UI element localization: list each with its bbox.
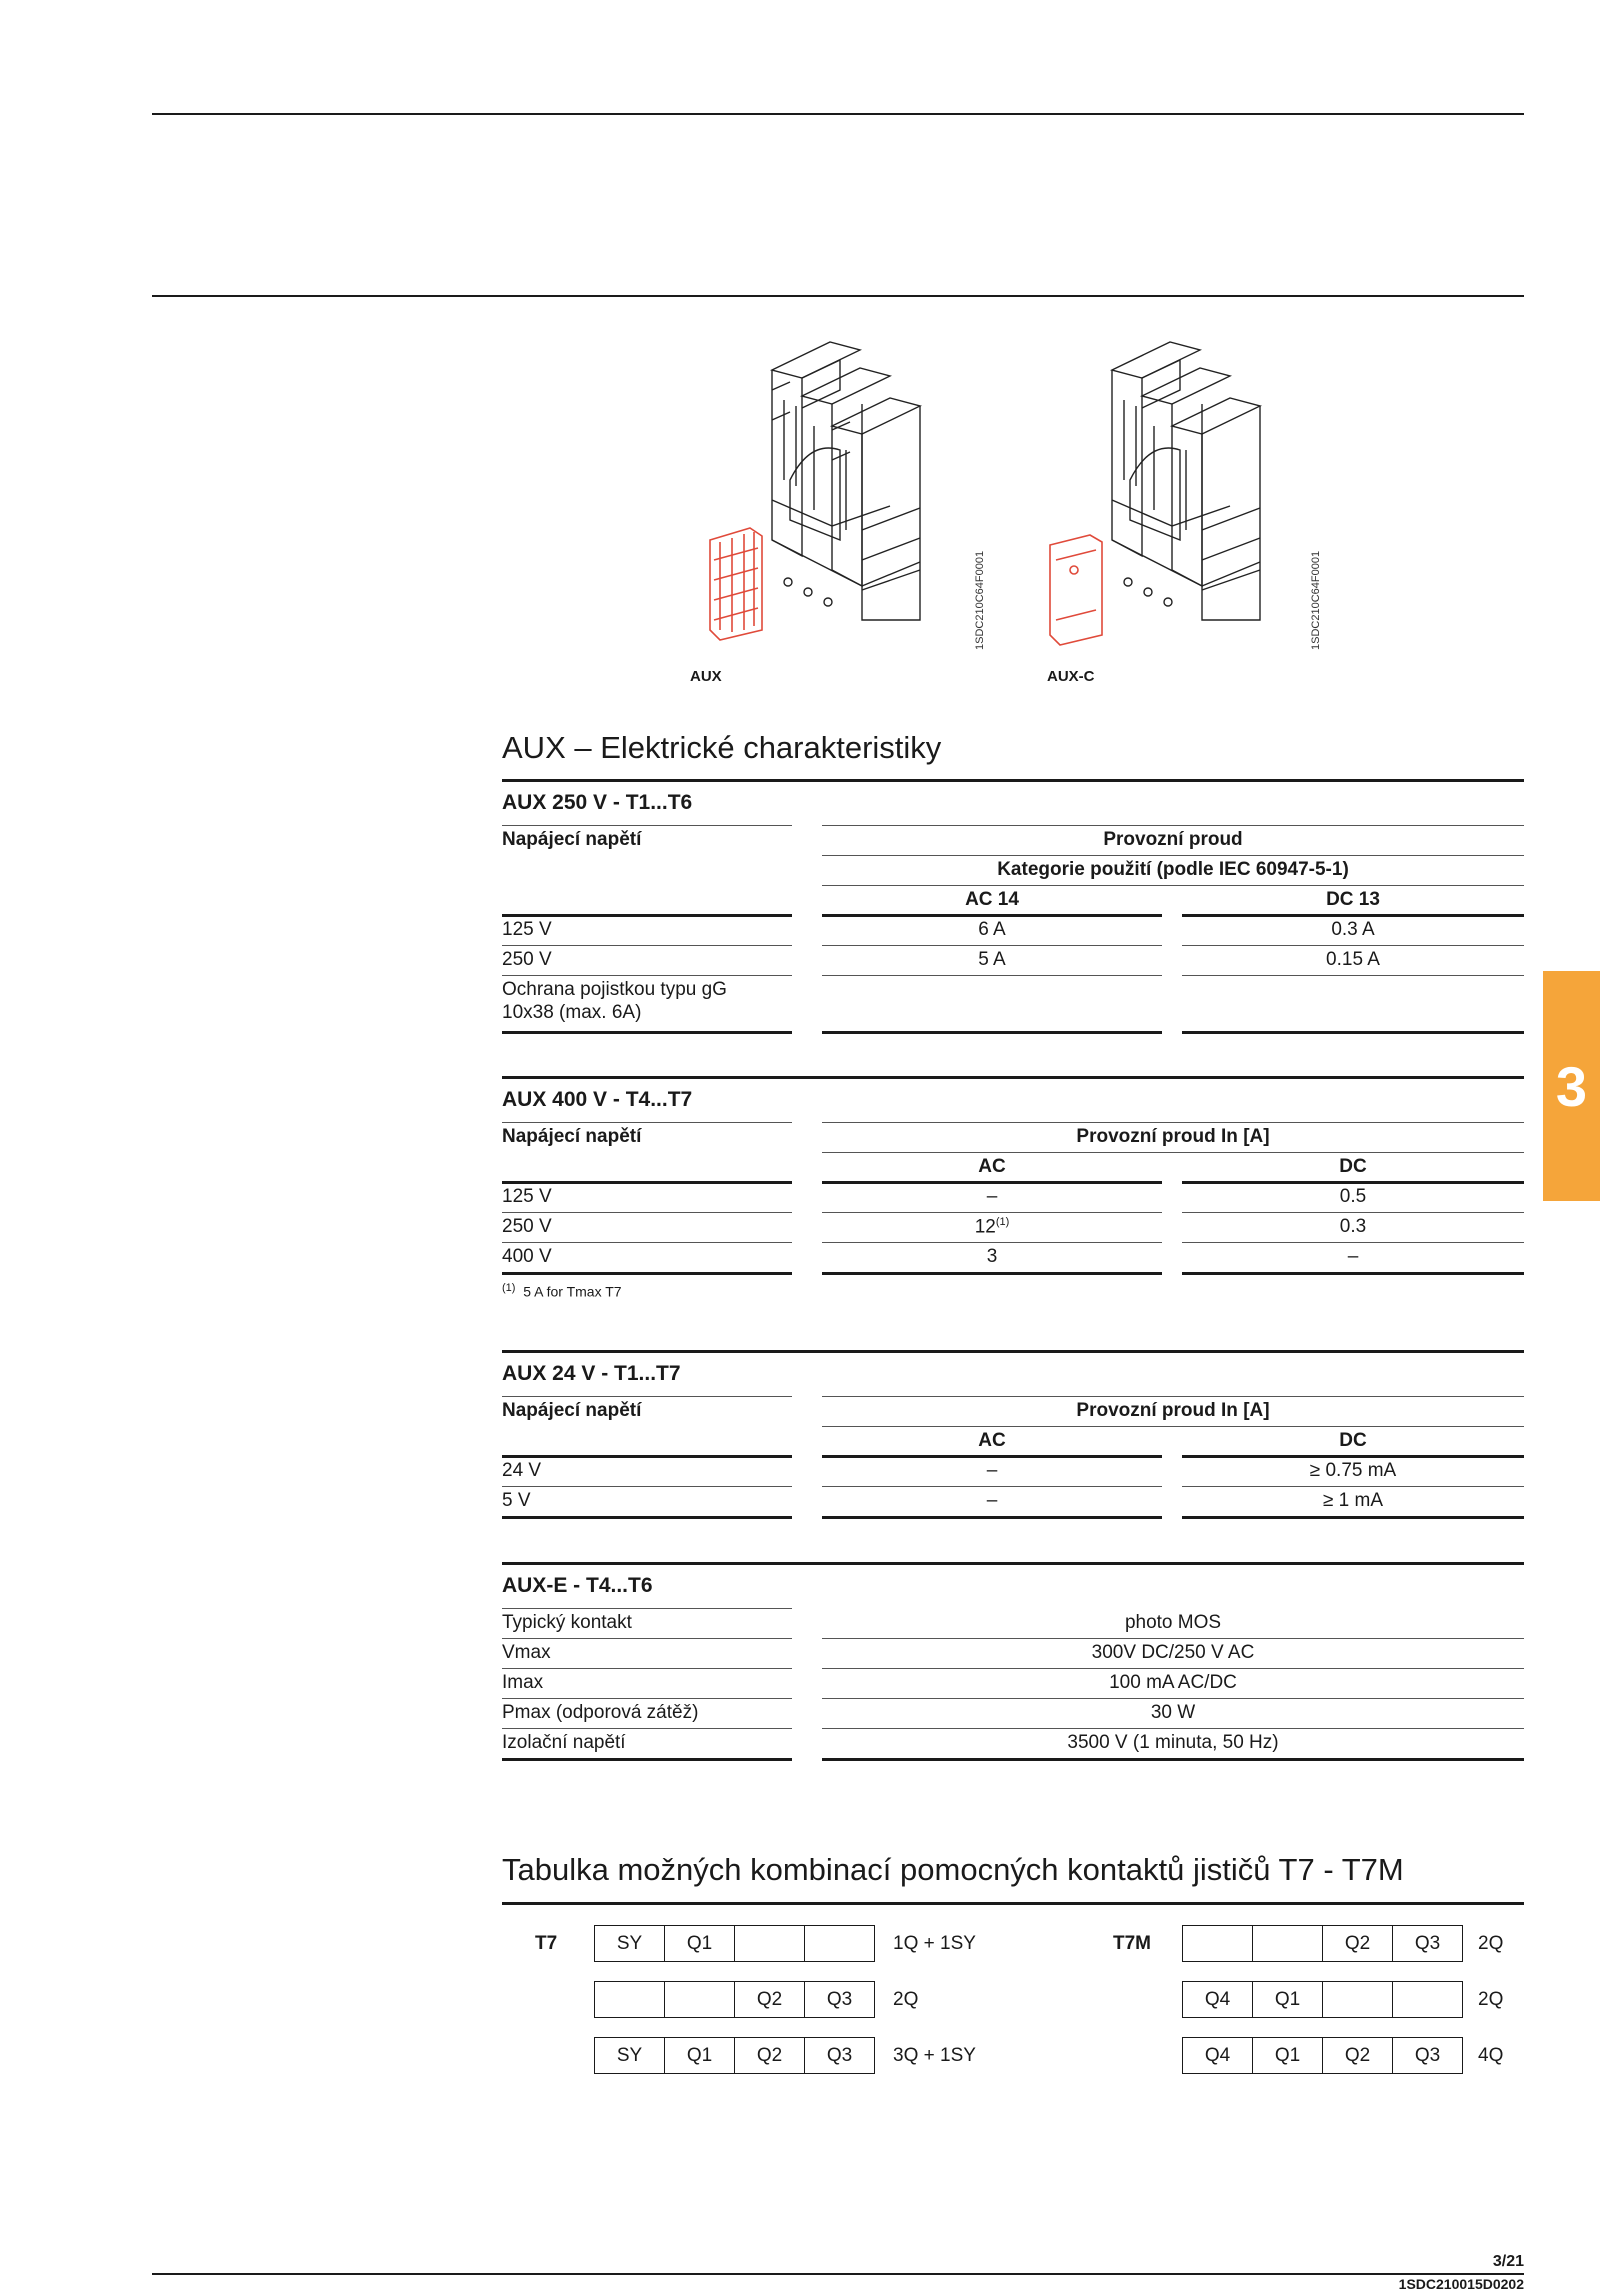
section-heading-electrical: AUX – Elektrické charakteristiky <box>502 730 942 765</box>
rule <box>822 975 1162 976</box>
row-ac: 5 A <box>978 949 1006 970</box>
rule <box>502 1212 792 1213</box>
rule <box>822 1242 1162 1243</box>
spec-label: Imax <box>502 1672 544 1693</box>
t7-label: T7 <box>535 1933 558 1954</box>
rule <box>1182 1242 1524 1243</box>
table-top-rule <box>502 1076 1524 1079</box>
col-voltage-header: Napájecí napětí <box>502 1126 642 1147</box>
footnote-text: 5 A for Tmax T7 <box>523 1283 622 1300</box>
t7-combo-row <box>594 2037 875 2074</box>
rule <box>822 1758 1524 1761</box>
fuse-protection-text: Ochrana pojistkou typu gG <box>502 979 727 1000</box>
rule <box>1182 975 1524 976</box>
table-top-rule <box>502 1350 1524 1353</box>
rule <box>822 855 1524 856</box>
fuse-protection-text-2: 10x38 (max. 6A) <box>502 1002 642 1023</box>
rule <box>822 1455 1162 1458</box>
combo-cell: Q2 <box>1322 2037 1393 2074</box>
heading-rule <box>502 1902 1524 1905</box>
chapter-tab[interactable]: 3 <box>1543 971 1600 1201</box>
document-code: 1SDC210015D0202 <box>1398 2276 1524 2292</box>
rule <box>502 1242 792 1243</box>
footnote-mark: (1) <box>995 1216 1010 1228</box>
aux-24-table <box>502 1350 1524 1530</box>
combo-cell: Q3 <box>804 1981 875 2018</box>
row-voltage: 250 V <box>502 1216 552 1237</box>
spec-label: Pmax (odporová zátěž) <box>502 1702 699 1723</box>
rule <box>502 1516 792 1519</box>
row-dc: ≥ 1 mA <box>1322 1490 1384 1511</box>
col-current-header: Provozní proud <box>1103 829 1243 850</box>
row-dc: 0.5 <box>1339 1186 1367 1207</box>
combo-cell <box>734 1925 805 1962</box>
combo-cell: Q4 <box>1182 2037 1253 2074</box>
row-ac: 6 A <box>978 919 1006 940</box>
rule <box>1182 914 1524 917</box>
row-voltage: 24 V <box>502 1460 542 1481</box>
rule <box>822 1122 1524 1123</box>
rule <box>502 1181 792 1184</box>
rule <box>822 1698 1524 1699</box>
rule <box>1182 1272 1524 1275</box>
rule <box>1182 945 1524 946</box>
combo-cell: Q3 <box>804 2037 875 2074</box>
combo-result: 3Q + 1SY <box>893 2045 976 2066</box>
rule <box>1182 1486 1524 1487</box>
combo-cell: Q3 <box>1392 2037 1463 2074</box>
combo-cell: Q1 <box>1252 1981 1323 2018</box>
combo-cell <box>1392 1981 1463 2018</box>
combo-cell <box>664 1981 735 2018</box>
col-dc-header: DC <box>1339 1430 1367 1451</box>
combo-cell: Q1 <box>664 1925 735 1962</box>
table-title: AUX 250 V - T1...T6 <box>502 791 693 814</box>
figure-label-aux: AUX <box>690 668 722 685</box>
rule <box>502 1668 792 1669</box>
row-ac: 3 <box>986 1246 998 1267</box>
col-ac-header: AC 14 <box>965 889 1019 910</box>
rule <box>502 1396 792 1397</box>
rule <box>502 825 792 826</box>
rule <box>502 1031 792 1034</box>
header-rule-bottom <box>152 295 1524 297</box>
aux-c-breaker-figure <box>1030 330 1340 650</box>
combo-result: 1Q + 1SY <box>893 1933 976 1954</box>
rule <box>822 1396 1524 1397</box>
col-current-header: Provozní proud In [A] <box>1076 1126 1270 1147</box>
col-category-header: Kategorie použití (podle IEC 60947-5-1) <box>997 859 1349 880</box>
combo-cell <box>1182 1925 1253 1962</box>
aux-e-table <box>502 1562 1524 1772</box>
row-voltage: 5 V <box>502 1490 531 1511</box>
combo-result: 2Q <box>893 1989 919 2010</box>
combo-result: 2Q <box>1478 1933 1504 1954</box>
row-voltage: 250 V <box>502 949 552 970</box>
table-top-rule <box>502 1562 1524 1565</box>
row-dc: 0.3 A <box>1331 919 1375 940</box>
t7-combo-row <box>594 1981 875 2018</box>
col-dc-header: DC <box>1339 1156 1367 1177</box>
combo-result: 4Q <box>1478 2045 1504 2066</box>
rule <box>822 1516 1162 1519</box>
combo-cell <box>1322 1981 1393 2018</box>
table-title: AUX 400 V - T4...T7 <box>502 1088 693 1111</box>
spec-label: Vmax <box>502 1642 551 1663</box>
row-ac: – <box>986 1460 998 1481</box>
page-number: 3/21 <box>1492 2253 1524 2270</box>
col-ac-header: AC <box>978 1156 1006 1177</box>
rule <box>502 1728 792 1729</box>
combo-cell <box>1252 1925 1323 1962</box>
section-heading-combinations: Tabulka možných kombinací pomocných kontaktů jističů T7 - T7M <box>502 1852 1404 1887</box>
header-rule-top <box>152 113 1524 115</box>
spec-value: 30 W <box>1150 1702 1196 1723</box>
rule <box>1182 1516 1524 1519</box>
rule <box>822 1272 1162 1275</box>
combo-cell <box>594 1981 665 2018</box>
figure-code-aux-c: 1SDC210C64F0001 <box>1310 550 1322 650</box>
rule <box>502 1272 792 1275</box>
rule <box>502 1758 792 1761</box>
combo-cell: Q2 <box>734 2037 805 2074</box>
row-voltage: 400 V <box>502 1246 552 1267</box>
rule <box>1182 1455 1524 1458</box>
spec-label: Typický kontakt <box>502 1612 632 1633</box>
row-voltage: 125 V <box>502 919 552 940</box>
table-title: AUX-E - T4...T6 <box>502 1574 653 1597</box>
spec-value: 300V DC/250 V AC <box>1091 1642 1255 1663</box>
figure-label-aux-c: AUX-C <box>1047 668 1095 685</box>
combo-result: 2Q <box>1478 1989 1504 2010</box>
rule <box>502 1486 792 1487</box>
rule <box>502 1122 792 1123</box>
t7m-combo-row <box>1182 2037 1463 2074</box>
rule <box>822 1728 1524 1729</box>
combo-cell: Q3 <box>1392 1925 1463 1962</box>
row-ac <box>822 1216 1162 1238</box>
rule <box>822 825 1524 826</box>
combo-cell <box>804 1925 875 1962</box>
rule <box>822 1152 1524 1153</box>
col-ac-header: AC <box>978 1430 1006 1451</box>
col-voltage-header: Napájecí napětí <box>502 829 642 850</box>
rule <box>822 945 1162 946</box>
t7-combo-row <box>594 1925 875 1962</box>
rule <box>502 1638 792 1639</box>
figure-code-aux: 1SDC210C64F0001 <box>974 550 986 650</box>
aux-250-table <box>502 779 1524 1039</box>
rule <box>502 914 792 917</box>
rule <box>1182 1031 1524 1034</box>
rule <box>822 1638 1524 1639</box>
footer-rule <box>152 2273 1524 2275</box>
spec-value: 3500 V (1 minuta, 50 Hz) <box>1067 1732 1279 1753</box>
rule <box>822 1031 1162 1034</box>
rule <box>822 1181 1162 1184</box>
rule <box>502 975 792 976</box>
rule <box>822 1668 1524 1669</box>
col-voltage-header: Napájecí napětí <box>502 1400 642 1421</box>
aux-breaker-figure <box>690 330 1000 650</box>
row-ac: – <box>986 1490 998 1511</box>
row-ac: – <box>986 1186 998 1207</box>
rule <box>1182 1181 1524 1184</box>
row-dc: ≥ 0.75 mA <box>1309 1460 1397 1481</box>
rule <box>822 1486 1162 1487</box>
aux-400-table <box>502 1076 1524 1316</box>
spec-value: 100 mA AC/DC <box>1109 1672 1237 1693</box>
combo-cell: Q2 <box>734 1981 805 2018</box>
footnote <box>502 1282 622 1300</box>
t7m-combo-row <box>1182 1981 1463 2018</box>
combo-cell: Q1 <box>664 2037 735 2074</box>
row-dc: – <box>1347 1246 1359 1267</box>
combo-cell: SY <box>594 2037 665 2074</box>
combo-cell: Q4 <box>1182 1981 1253 2018</box>
rule <box>502 1455 792 1458</box>
rule <box>822 1212 1162 1213</box>
spec-value: photo MOS <box>1124 1612 1222 1633</box>
combo-cell: Q1 <box>1252 2037 1323 2074</box>
col-dc-header: DC 13 <box>1326 889 1380 910</box>
t7m-combo-row <box>1182 1925 1463 1962</box>
combo-cell: SY <box>594 1925 665 1962</box>
row-ac-value: 12 <box>974 1216 996 1238</box>
row-dc: 0.3 <box>1339 1216 1367 1237</box>
combo-cell: Q2 <box>1322 1925 1393 1962</box>
row-voltage: 125 V <box>502 1186 552 1207</box>
rule <box>502 1608 792 1609</box>
rule <box>1182 1212 1524 1213</box>
footnote-mark: (1) <box>502 1282 516 1294</box>
col-current-header: Provozní proud In [A] <box>1076 1400 1270 1421</box>
rule <box>502 1698 792 1699</box>
spec-label: Izolační napětí <box>502 1732 626 1753</box>
table-title: AUX 24 V - T1...T7 <box>502 1362 681 1385</box>
rule <box>822 1426 1524 1427</box>
rule <box>822 914 1162 917</box>
row-dc: 0.15 A <box>1326 949 1380 970</box>
rule <box>822 885 1524 886</box>
t7m-label: T7M <box>1113 1933 1151 1954</box>
rule <box>502 945 792 946</box>
